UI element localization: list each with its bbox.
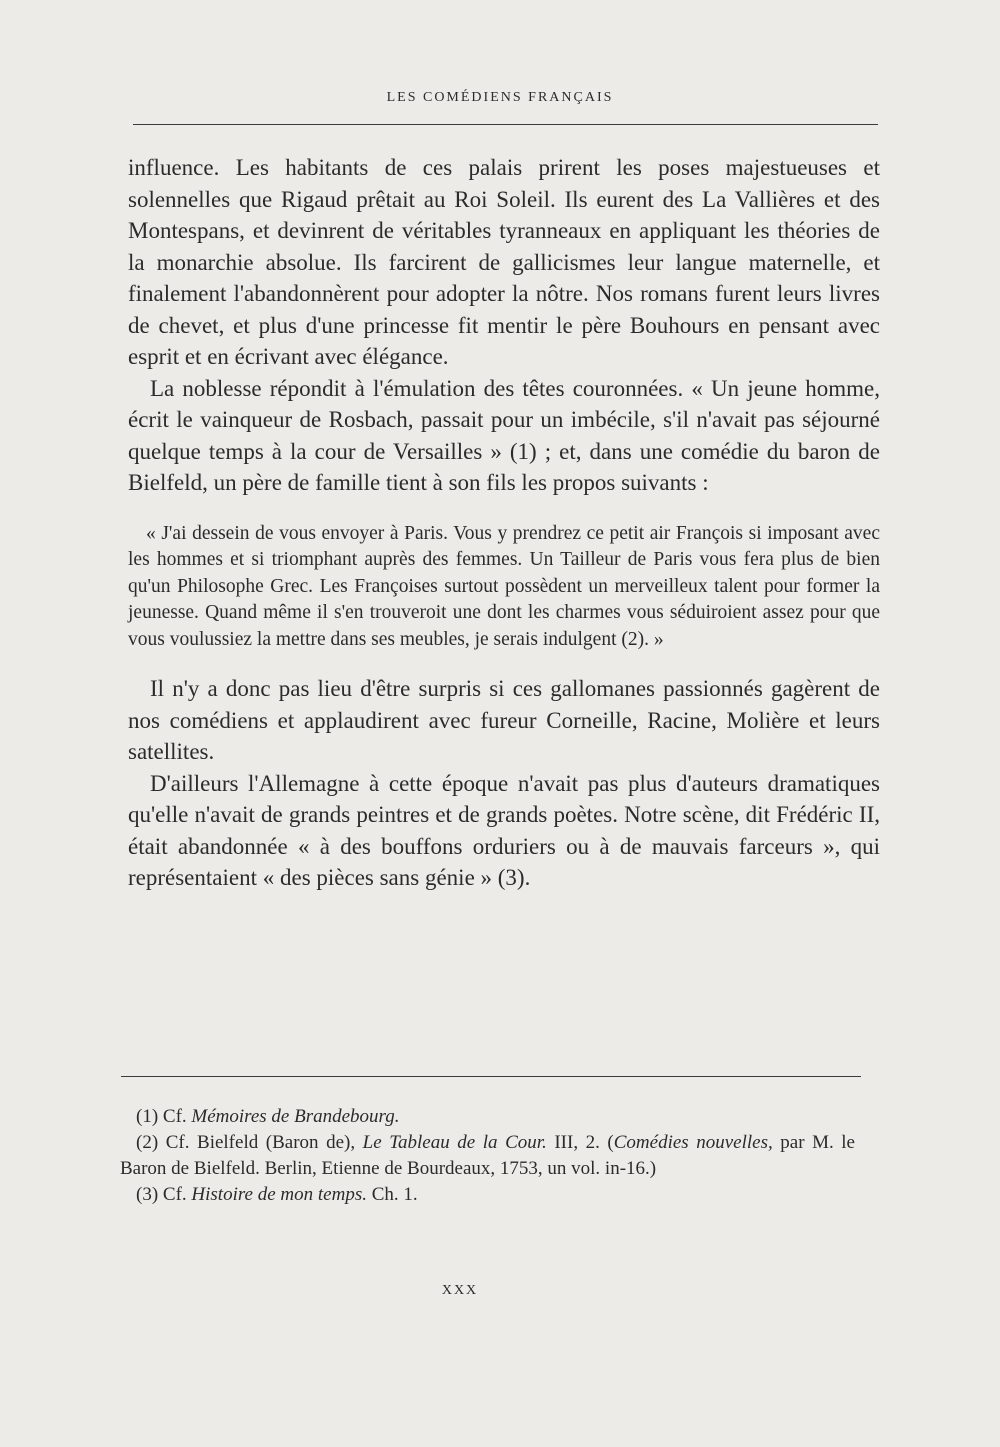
footnote-text: Ch. 1. (366, 1184, 418, 1205)
footnote-number: (2) (136, 1132, 159, 1153)
footnote-title: Histoire de mon temps. (191, 1184, 367, 1205)
footnote-text: Cf. (162, 1106, 192, 1127)
footnote-1 (120, 1104, 855, 1130)
main-text (128, 152, 880, 894)
header-rule (133, 124, 878, 125)
footnote-title: Le Tableau de la Cour. (362, 1132, 547, 1153)
footnote-text: par M. le Baron de Bielfeld. Berlin, Etienne de Bourdeaux, 1753, un vol. in-16.) (120, 1132, 855, 1179)
paragraph-2: La noblesse répondit à l'émulation des têtes couronnées. « Un jeune homme, écrit le vainqueur de Rosbach, passait pour un imbécile, s'il n'avait pas séjourné quelque temps à la cour de Versailles » (1) ; et, dans une comédie du baron de Bielfeld, un père de famille tient à son fils les propos suivants : (128, 375, 880, 495)
footnote-text: Cf. Bielfeld (Baron de), (165, 1132, 363, 1153)
footnotes (120, 1104, 855, 1208)
paragraph-4: D'ailleurs l'Allemagne à cette époque n'avait pas plus d'auteurs dramatiques qu'elle n'avait de grands peintres et de grands poètes. Notre scène, dit Frédéric II, était abandonnée « à des bouffons orduriers ou à de mauvais farceurs », qui représentaient « des pièces sans génie » (3). (128, 770, 880, 890)
running-title: LES COMÉDIENS FRANÇAIS (386, 90, 614, 105)
footnote-text: Cf. (162, 1184, 192, 1205)
block-quote: « J'ai dessein de vous envoyer à Paris. Vous y prendrez ce petit air François si imposant avec les hommes et si triomphant auprès des femmes. Un Tailleur de Paris vous fera plus de bien qu'un Philosophe Grec. Les Françoises surtout possèdent un merveilleux talent pour former la jeunesse. Quand même il s'en trouveroit une dont les charmes vous séduiroient assez pour que vous voulussiez la mettre dans ses meubles, je serais indulgent (2). » (128, 522, 880, 650)
footnote-text: III, 2. ( (546, 1132, 614, 1153)
footnote-title: Mémoires de Brandebourg. (191, 1106, 400, 1127)
footnote-3 (120, 1182, 855, 1208)
footnote-title: Comédies nouvelles, (613, 1132, 773, 1153)
footnote-rule (121, 1076, 861, 1077)
page-number: XXX (441, 1283, 479, 1298)
paragraph-1: influence. Les habitants de ces palais prirent les poses majestueuses et solennelles que Rigaud prêtait au Roi Soleil. Ils eurent des La Vallières et des Montespans, et devinrent de véritables tyranneaux en appliquant les théories de la monarchie absolue. Ils farcirent de gallicismes leur langue maternelle, et finalement l'abandonnèrent pour adopter la nôtre. Nos romans furent leurs livres de chevet, et plus d'une princesse fit mentir le père Bouhours en pensant avec esprit et en écrivant avec élégance. (128, 155, 880, 369)
footnote-number: (1) (136, 1106, 159, 1127)
paragraph-3: Il n'y a donc pas lieu d'être surpris si ces gallomanes passionnés gagèrent de nos comédiens et applaudirent avec fureur Corneille, Racine, Molière et leurs satellites. (128, 676, 880, 764)
footnote-2 (120, 1130, 855, 1182)
footnote-number: (3) (136, 1184, 159, 1205)
